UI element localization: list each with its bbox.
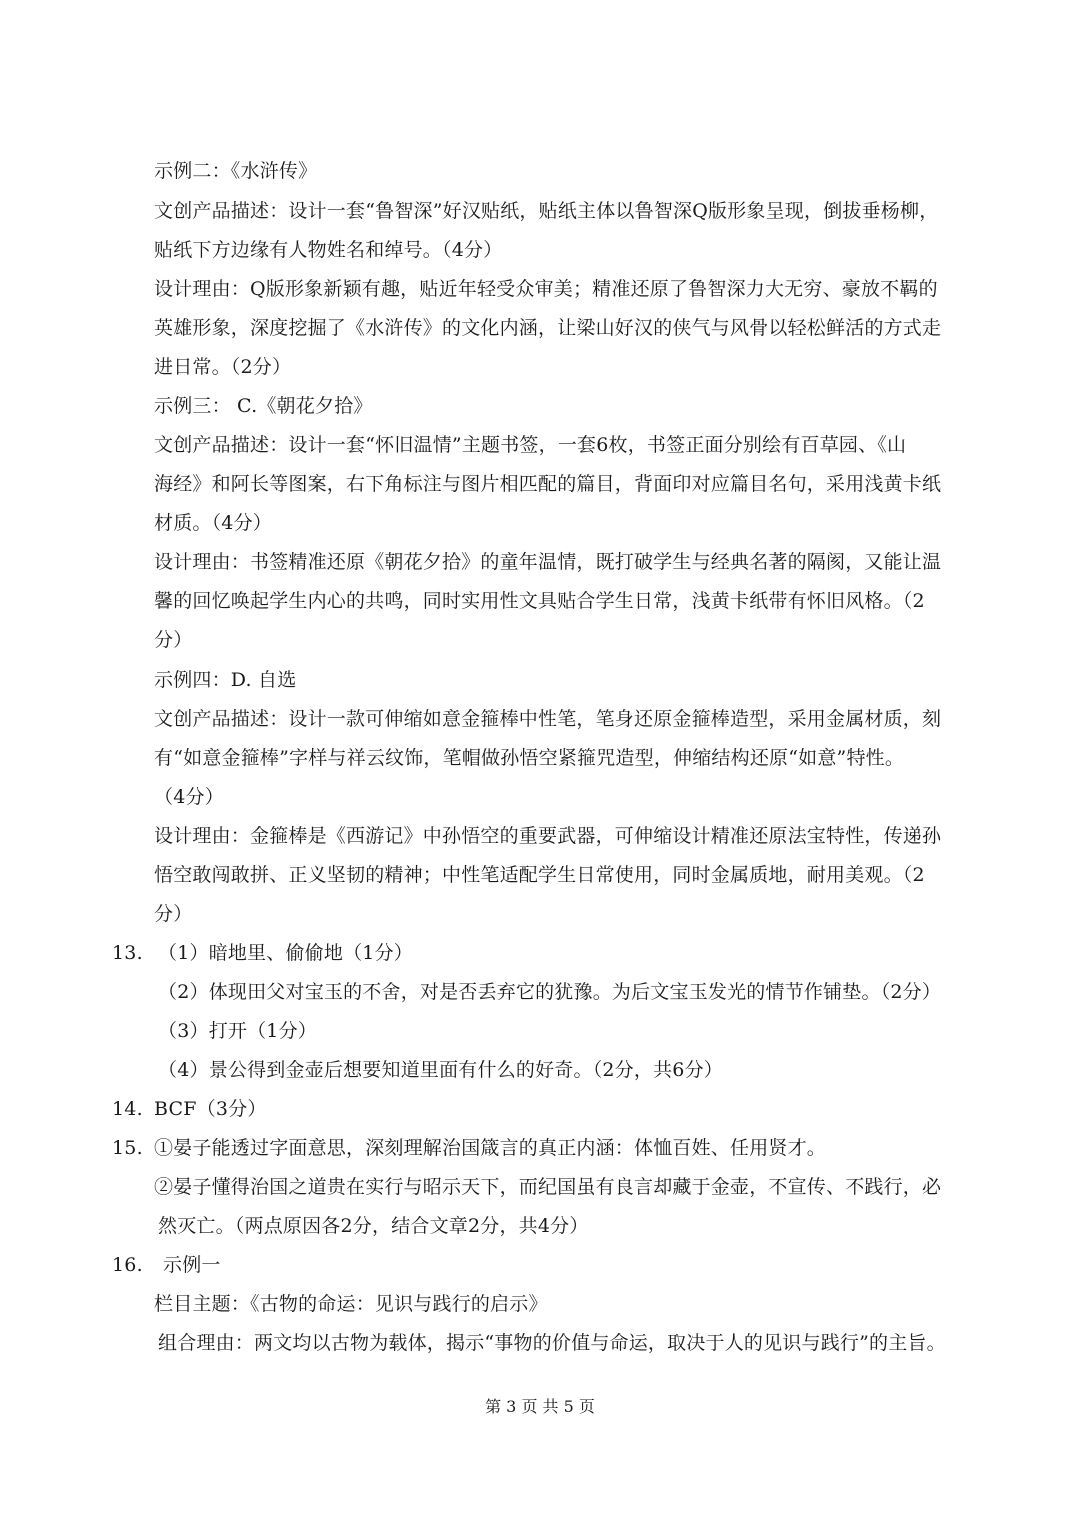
example-4-description-line-3: （4分）: [154, 786, 224, 808]
example-4-reason-line-2: 悟空敢闯敢拼、正义坚韧的精神；中性笔适配学生日常使用，同时金属质地，耐用美观。（2: [154, 864, 925, 886]
question-16-number: 16.: [112, 1254, 143, 1276]
question-14-number: 14.: [112, 1098, 143, 1120]
example-3-description-line-3: 材质。（4分）: [154, 512, 272, 534]
example-3-reason-line-1: 设计理由：书签精准还原《朝花夕拾》的童年温情，既打破学生与经典名著的隔阂，又能让温: [154, 551, 942, 573]
question-16-line-3: 组合理由：两文均以古物为载体，揭示“事物的价值与命运，取决于人的见识与践行”的主旨。: [158, 1332, 946, 1354]
example-2-reason-line-2: 英雄形象，深度挖掘了《水浒传》的文化内涵，让梁山好汉的侠气与风骨以轻松鲜活的方式走: [154, 317, 942, 339]
question-13-item-3: （3）打开（1分）: [158, 1020, 317, 1042]
question-14-answer: BCF（3分）: [154, 1098, 267, 1120]
question-15-line-1: ①晏子能透过字面意思，深刻理解治国箴言的真正内涵：体恤百姓、任用贤才。: [154, 1137, 827, 1159]
example-2-reason-line-1: 设计理由：Q版形象新颖有趣，贴近年轻受众审美；精准还原了鲁智深力大无穷、豪放不羁的: [154, 278, 938, 300]
example-3-heading: 示例三： C.《朝花夕拾》: [154, 395, 373, 417]
example-4-description-line-2: 有“如意金箍棒”字样与祥云纹饰，笔帽做孙悟空紧箍咒造型，伸缩结构还原“如意”特性。: [154, 747, 905, 769]
example-3-description-line-2: 海经》和阿长等图案，右下角标注与图片相匹配的篇目，背面印对应篇目名句，采用浅黄卡纸: [154, 473, 942, 495]
question-13-number: 13.: [112, 942, 143, 964]
example-4-heading: 示例四：D. 自选: [154, 669, 297, 691]
question-16-line-1: 示例一: [163, 1254, 221, 1276]
page-number-footer: 第 3 页 共 5 页: [485, 1397, 595, 1416]
example-4-reason-line-1: 设计理由：金箍棒是《西游记》中孙悟空的重要武器，可伸缩设计精准还原法宝特性，传递孙: [154, 825, 942, 847]
question-15-number: 15.: [112, 1137, 143, 1159]
example-2-reason-line-3: 进日常。（2分）: [154, 356, 292, 378]
question-15-line-3: 然灭亡。（两点原因各2分，结合文章2分，共4分）: [158, 1215, 589, 1237]
example-2-description-line-1: 文创产品描述：设计一套“鲁智深”好汉贴纸，贴纸主体以鲁智深Q版形象呈现，倒拔垂杨柳，: [154, 200, 939, 222]
question-13-item-1: （1）暗地里、偷偷地（1分）: [158, 942, 413, 964]
example-3-description-line-1: 文创产品描述：设计一套“怀旧温情”主题书签，一套6枚，书签正面分别绘有百草园、《山: [154, 434, 907, 456]
example-3-reason-line-2: 馨的回忆唤起学生内心的共鸣，同时实用性文具贴合学生日常，浅黄卡纸带有怀旧风格。（2: [154, 590, 925, 612]
question-13-item-4: （4）景公得到金壶后想要知道里面有什么的好奇。（2分，共6分）: [158, 1059, 723, 1081]
example-2-description-line-2: 贴纸下方边缘有人物姓名和绰号。（4分）: [154, 239, 503, 261]
example-4-description-line-1: 文创产品描述：设计一款可伸缩如意金箍棒中性笔，笔身还原金箍棒造型，采用金属材质，刻: [154, 708, 942, 730]
question-16-line-2: 栏目主题：《古物的命运：见识与践行的启示》: [154, 1293, 548, 1315]
example-2-heading: 示例二：《水浒传》: [154, 160, 318, 182]
example-3-reason-line-3: 分）: [154, 629, 193, 651]
question-13-item-2: （2）体现田父对宝玉的不舍，对是否丢弃它的犹豫。为后文宝玉发光的情节作铺垫。（2分）: [158, 981, 942, 1003]
question-15-line-2: ②晏子懂得治国之道贵在实行与昭示天下，而纪国虽有良言却藏于金壶，不宣传、不践行，必: [154, 1176, 942, 1198]
example-4-reason-line-3: 分）: [154, 903, 193, 925]
